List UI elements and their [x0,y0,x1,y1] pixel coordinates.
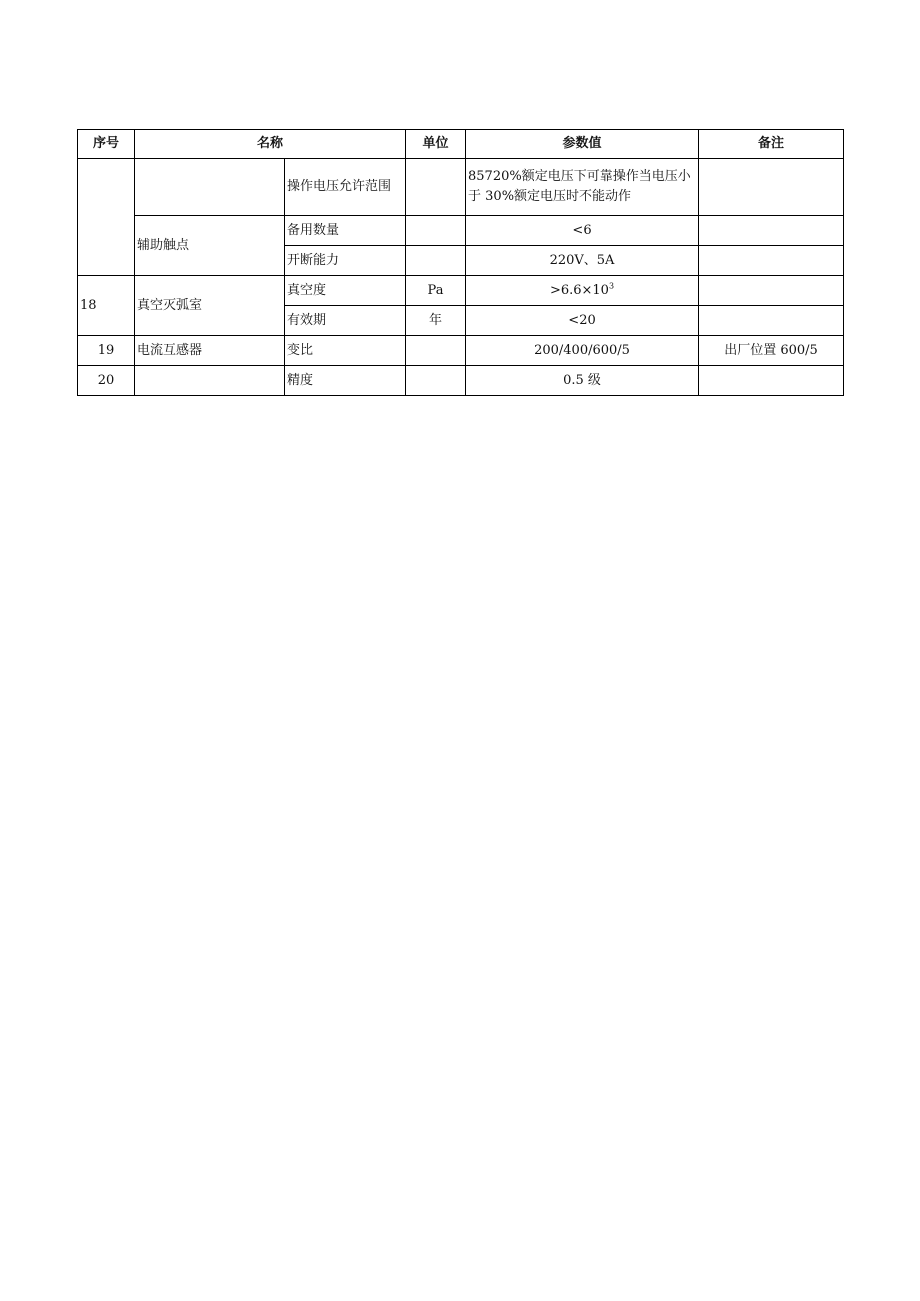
header-seq: 序号 [78,130,135,159]
param-vacuum-degree: 真空度 [285,276,406,306]
param-spare-count: 备用数量 [285,216,406,246]
value-accuracy: 0.5 级 [466,366,699,396]
param-accuracy: 精度 [285,366,406,396]
unit-cell-empty [406,366,466,396]
remark-cell-empty [699,246,844,276]
param-op-voltage: 操作电压允许范围 [285,159,406,216]
seq-19: 19 [78,336,135,366]
remark-cell-empty [699,366,844,396]
remark-cell-empty [699,159,844,216]
group-cell-empty [135,366,285,396]
header-name: 名称 [135,130,406,159]
unit-cell-empty [406,336,466,366]
remark-ratio: 出厂位置 600/5 [699,336,844,366]
header-value: 参数值 [466,130,699,159]
remark-cell-empty [699,306,844,336]
header-row [78,130,844,159]
spec-table [77,129,844,396]
remark-cell-empty [699,276,844,306]
group-current-transformer: 电流互感器 [135,336,285,366]
group-vacuum-interrupter: 真空灭弧室 [135,276,285,336]
param-breaking-capacity: 开断能力 [285,246,406,276]
table-row [78,336,844,366]
table-row [78,216,844,246]
value-spare-count: <6 [466,216,699,246]
seq-18: 18 [78,276,135,336]
unit-cell-empty [406,246,466,276]
value-vacuum-degree [466,276,699,306]
value-ratio: 200/400/600/5 [466,336,699,366]
param-validity: 有效期 [285,306,406,336]
unit-cell-empty [406,159,466,216]
seq-cell-empty [78,159,135,276]
value-vacuum-exponent: 3 [608,281,615,291]
seq-20: 20 [78,366,135,396]
param-ratio: 变比 [285,336,406,366]
unit-cell-empty [406,216,466,246]
table-row [78,159,844,216]
unit-validity: 年 [406,306,466,336]
unit-vacuum-degree: Pa [406,276,466,306]
header-unit: 单位 [406,130,466,159]
group-cell-empty [135,159,285,216]
table-row [78,276,844,306]
group-aux-contact: 辅助触点 [135,216,285,276]
value-vacuum-base: >6.6×10 [549,282,609,298]
value-op-voltage: 85720%额定电压下可靠操作当电压小于 30%额定电压时不能动作 [466,159,699,216]
value-validity: <20 [466,306,699,336]
table-row [78,366,844,396]
remark-cell-empty [699,216,844,246]
value-breaking-capacity: 220V、5A [466,246,699,276]
header-remark: 备注 [699,130,844,159]
